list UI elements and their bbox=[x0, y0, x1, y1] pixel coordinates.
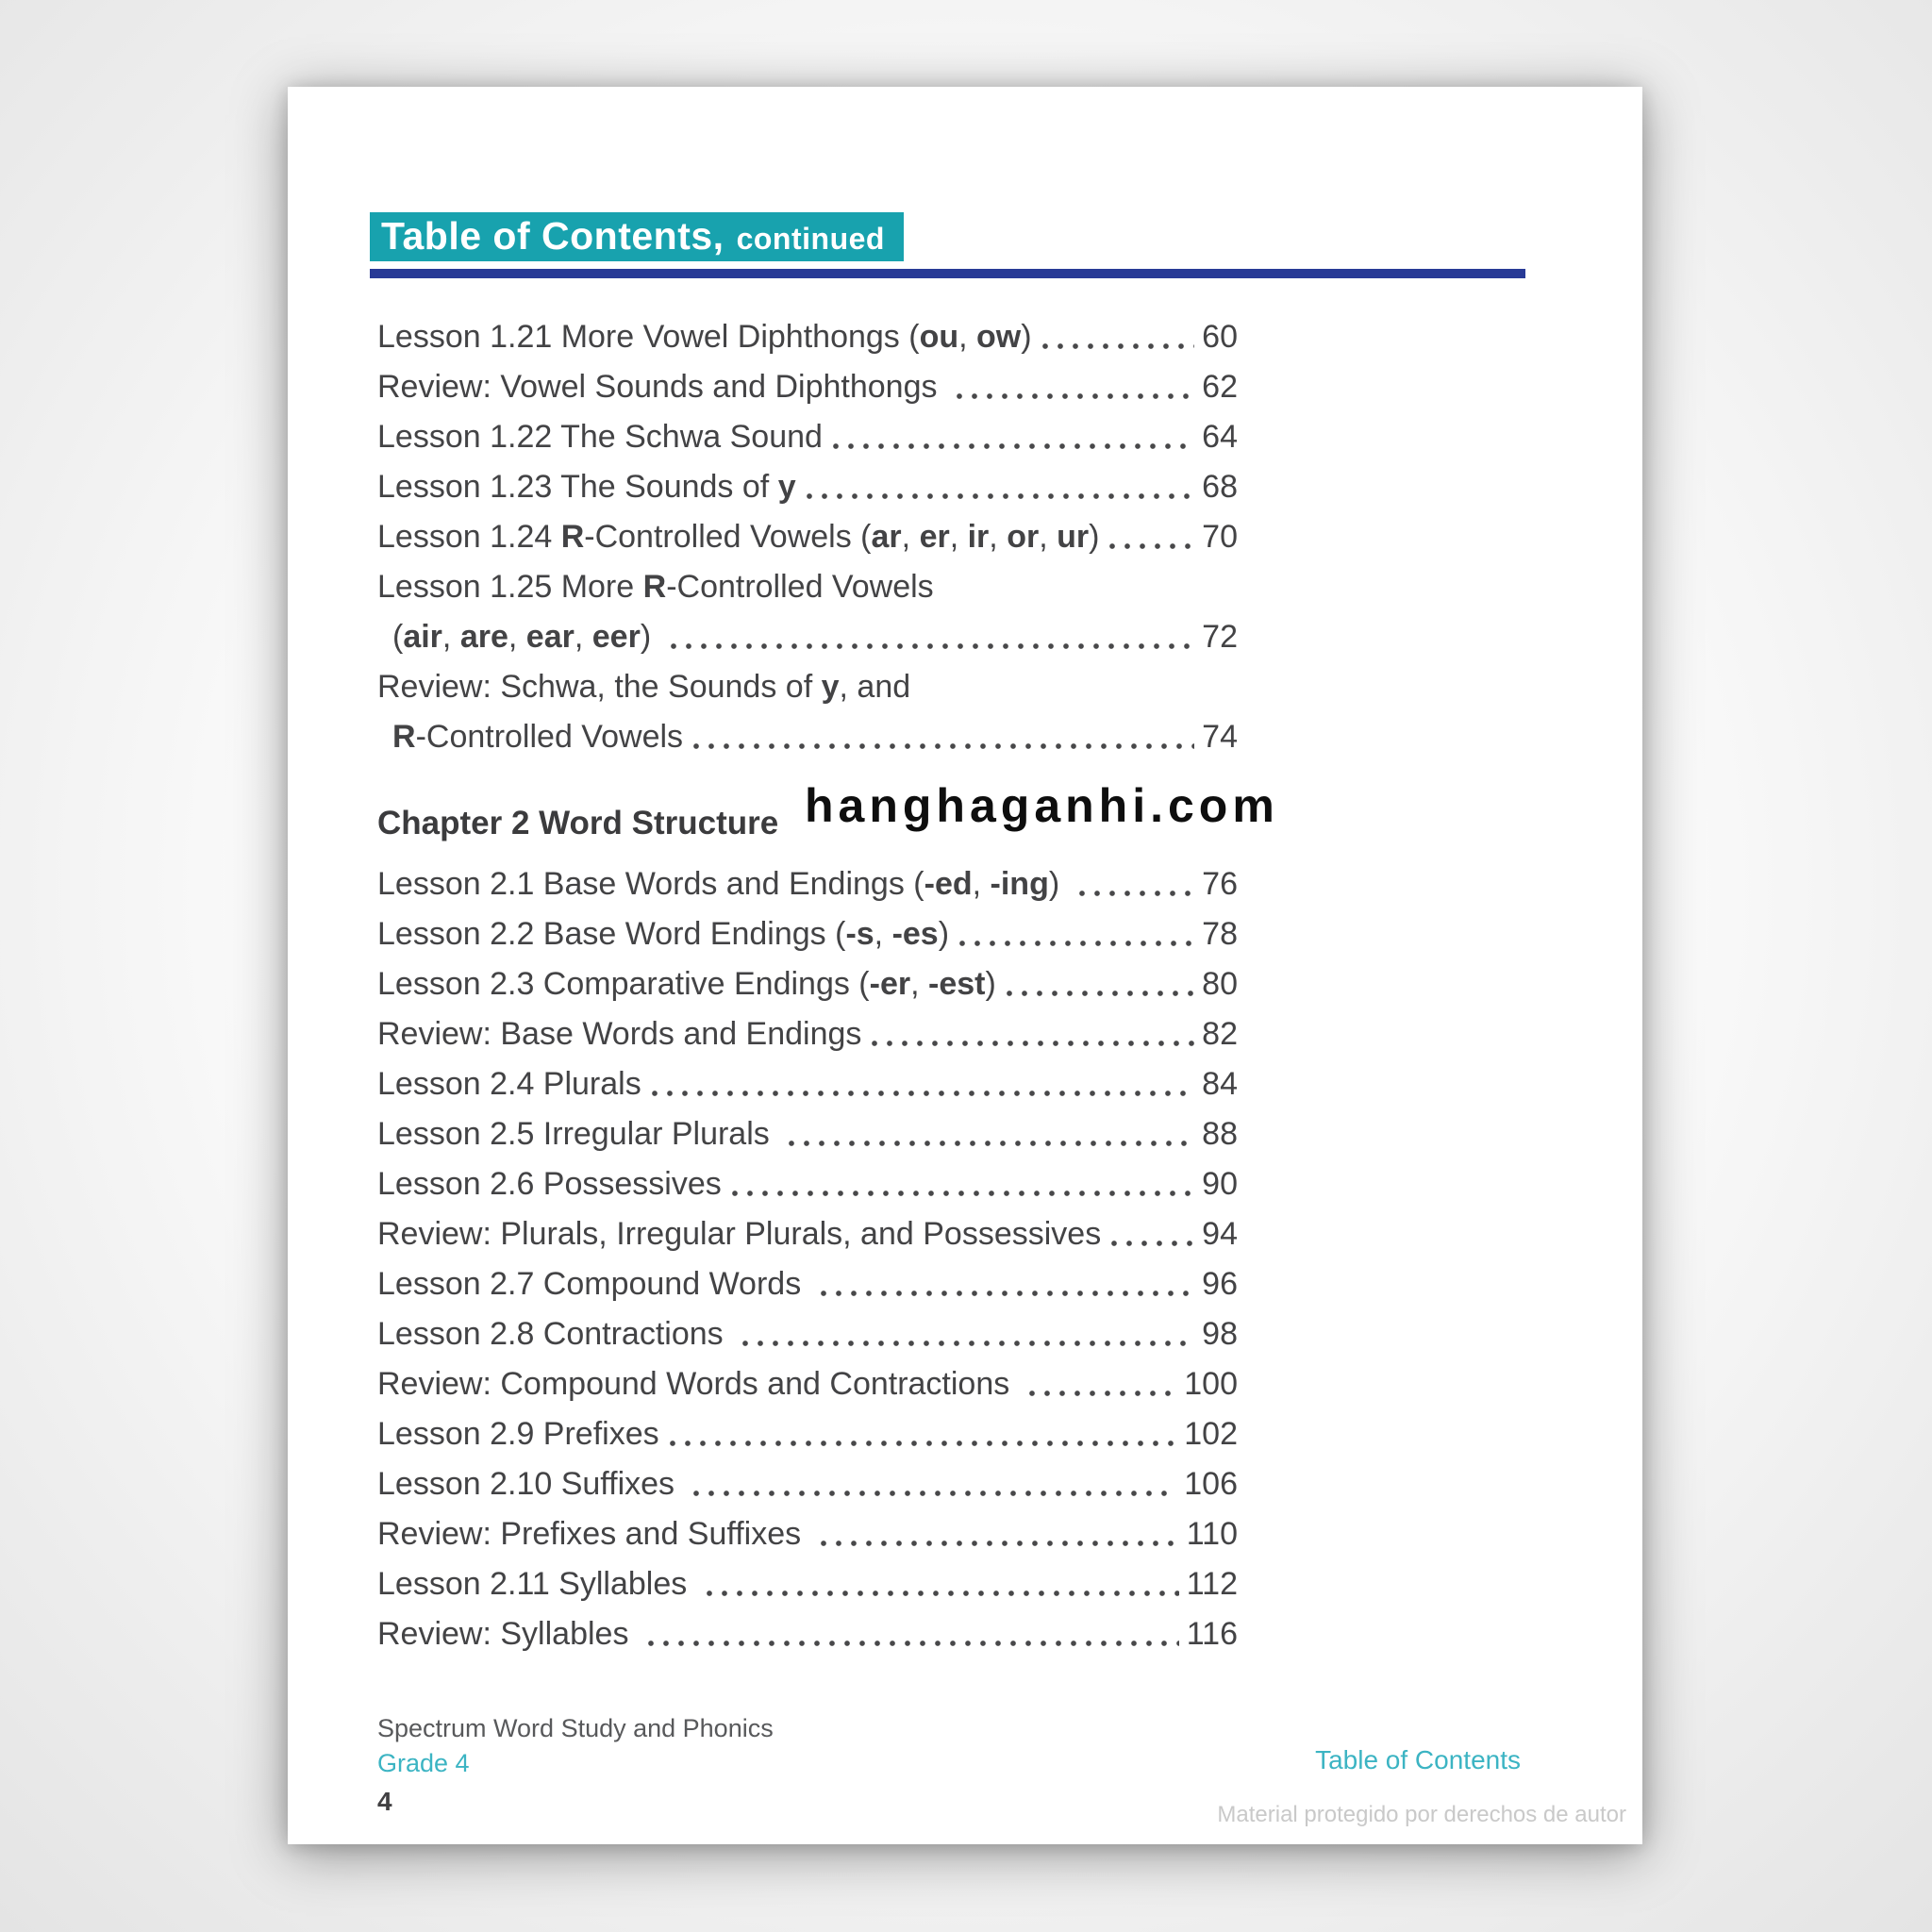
toc-entry-page: 60 bbox=[1202, 319, 1238, 355]
toc-entry-page: 98 bbox=[1202, 1316, 1238, 1352]
toc-entry bbox=[377, 1107, 1238, 1157]
toc-entry-page: 68 bbox=[1202, 469, 1238, 505]
toc-entry-text: Lesson 2.11 Syllables bbox=[377, 1566, 696, 1602]
dot-leader bbox=[647, 1640, 1179, 1647]
dot-leader bbox=[820, 1290, 1195, 1297]
toc-entry-text: Lesson 2.4 Plurals bbox=[377, 1066, 641, 1102]
toc-entry-page: 84 bbox=[1202, 1066, 1238, 1102]
toc-entry bbox=[377, 1307, 1238, 1357]
toc-header-continued: continued bbox=[736, 222, 885, 256]
toc-entry bbox=[377, 359, 1238, 409]
toc-entry-page: 106 bbox=[1184, 1466, 1238, 1502]
toc-entry bbox=[377, 1407, 1238, 1457]
toc-entry-page: 88 bbox=[1202, 1116, 1238, 1152]
dot-leader bbox=[956, 392, 1194, 400]
toc-entry-page: 90 bbox=[1202, 1166, 1238, 1202]
toc-entry bbox=[377, 1257, 1238, 1307]
toc-entry-text: Review: Syllables bbox=[377, 1616, 638, 1652]
book-page bbox=[288, 87, 1642, 1844]
toc-entry-text: Lesson 2.9 Prefixes bbox=[377, 1416, 659, 1452]
toc-entry-text: Lesson 2.10 Suffixes bbox=[377, 1466, 684, 1502]
toc-entry-text: Lesson 2.6 Possessives bbox=[377, 1166, 722, 1202]
toc-header-banner bbox=[370, 212, 904, 261]
toc-entry-text: Lesson 2.3 Comparative Endings (-er, -est) bbox=[377, 966, 996, 1002]
toc-entry bbox=[377, 857, 1238, 907]
toc-entry-page: 102 bbox=[1184, 1416, 1238, 1452]
toc-entry-page: 110 bbox=[1186, 1516, 1238, 1552]
dot-leader bbox=[1041, 342, 1195, 350]
dot-leader bbox=[788, 1140, 1194, 1147]
copyright-notice: Material protegido por derechos de autor bbox=[1217, 1802, 1626, 1827]
toc-entry-page: 116 bbox=[1186, 1616, 1238, 1652]
toc-entry bbox=[377, 459, 1238, 509]
dot-leader bbox=[669, 1440, 1177, 1447]
toc-entry-text: Lesson 2.2 Base Word Endings (-s, -es) bbox=[377, 916, 950, 952]
toc-entry-text: Review: Plurals, Irregular Plurals, and Possessives bbox=[377, 1216, 1102, 1252]
dot-leader bbox=[820, 1540, 1179, 1547]
toc-entry-page: 64 bbox=[1202, 419, 1238, 455]
toc-entry bbox=[377, 559, 1238, 609]
toc-entry-page: 78 bbox=[1202, 916, 1238, 952]
footer-series-title: Spectrum Word Study and Phonics bbox=[377, 1714, 774, 1742]
toc-entry-page: 72 bbox=[1202, 619, 1238, 655]
footer-section-label: Table of Contents bbox=[1315, 1745, 1521, 1774]
toc-entry-page: 112 bbox=[1186, 1566, 1238, 1602]
toc-entry bbox=[377, 1157, 1238, 1207]
toc-entry bbox=[377, 1007, 1238, 1057]
toc-entry-text: Lesson 2.5 Irregular Plurals bbox=[377, 1116, 779, 1152]
dot-leader bbox=[670, 642, 1195, 650]
toc-entry-page: 70 bbox=[1202, 519, 1238, 555]
dot-leader bbox=[731, 1190, 1194, 1197]
watermark-text: hanghaganhi.com bbox=[805, 779, 1279, 832]
dot-leader bbox=[1028, 1390, 1177, 1397]
toc-entry bbox=[377, 609, 1238, 659]
toc-entry-text: Review: Base Words and Endings bbox=[377, 1016, 862, 1052]
toc-entry-text: R-Controlled Vowels bbox=[392, 719, 684, 755]
toc-entry bbox=[377, 1057, 1238, 1107]
dot-leader bbox=[1078, 890, 1195, 897]
toc-entry bbox=[377, 509, 1238, 559]
dot-leader bbox=[832, 442, 1194, 450]
toc-entry-text: Lesson 1.21 More Vowel Diphthongs (ou, ow) bbox=[377, 319, 1032, 355]
dot-leader bbox=[806, 492, 1195, 500]
toc-entry bbox=[377, 309, 1238, 359]
toc-entry bbox=[377, 1207, 1238, 1257]
toc-entry-text: Lesson 1.23 The Sounds of y bbox=[377, 469, 796, 505]
footer-grade-label: Grade 4 bbox=[377, 1749, 470, 1777]
toc-entry bbox=[377, 957, 1238, 1007]
toc-entry-text: Lesson 1.22 The Schwa Sound bbox=[377, 419, 823, 455]
footer-page-number: 4 bbox=[377, 1787, 392, 1816]
toc-entry bbox=[377, 1457, 1238, 1507]
toc-entry bbox=[377, 709, 1238, 759]
dot-leader bbox=[692, 1490, 1176, 1497]
toc-entry-page: 94 bbox=[1202, 1216, 1238, 1252]
toc-entry-page: 82 bbox=[1202, 1016, 1238, 1052]
dot-leader bbox=[958, 940, 1194, 947]
dot-leader bbox=[651, 1090, 1194, 1097]
dot-leader bbox=[1006, 990, 1194, 997]
toc-entry bbox=[377, 659, 1238, 709]
header-divider-rule bbox=[370, 269, 1525, 278]
toc-entry-page: 74 bbox=[1202, 719, 1238, 755]
toc-entry-text: Lesson 1.24 R-Controlled Vowels (ar, er, ir, or, ur) bbox=[377, 519, 1100, 555]
toc-entry bbox=[377, 409, 1238, 459]
toc-entry-text: Lesson 2.7 Compound Words bbox=[377, 1266, 810, 1302]
toc-header-title: Table of Contents, bbox=[381, 214, 724, 258]
toc-entry bbox=[377, 1507, 1238, 1557]
dot-leader bbox=[871, 1040, 1194, 1047]
dot-leader bbox=[692, 742, 1194, 750]
toc-entry-text: (air, are, ear, eer) bbox=[392, 619, 660, 655]
toc-entry bbox=[377, 1557, 1238, 1607]
toc-entry-text: Review: Compound Words and Contractions bbox=[377, 1366, 1019, 1402]
toc-entry-text: Lesson 2.8 Contractions bbox=[377, 1316, 733, 1352]
toc-entry-text: Lesson 1.25 More R-Controlled Vowels bbox=[377, 569, 934, 605]
toc-entry-text: Review: Vowel Sounds and Diphthongs bbox=[377, 369, 946, 405]
toc-entry-text: Lesson 2.1 Base Words and Endings (-ed, -ing) bbox=[377, 866, 1069, 902]
dot-leader bbox=[741, 1340, 1194, 1347]
toc-entry bbox=[377, 907, 1238, 957]
chapter-heading: Chapter 2 Word Structure bbox=[377, 805, 779, 841]
toc bbox=[377, 309, 1238, 1657]
toc-entry-page: 96 bbox=[1202, 1266, 1238, 1302]
dot-leader bbox=[1108, 542, 1194, 550]
toc-entry-page: 62 bbox=[1202, 369, 1238, 405]
dot-leader bbox=[1110, 1240, 1194, 1247]
toc-entry-page: 100 bbox=[1184, 1366, 1238, 1402]
toc-entry-page: 76 bbox=[1202, 866, 1238, 902]
toc-entry bbox=[377, 1357, 1238, 1407]
toc-entry-text: Review: Schwa, the Sounds of y, and bbox=[377, 669, 911, 705]
dot-leader bbox=[706, 1590, 1179, 1597]
toc-entry bbox=[377, 1607, 1238, 1657]
toc-entry-text: Review: Prefixes and Suffixes bbox=[377, 1516, 810, 1552]
toc-entry-page: 80 bbox=[1202, 966, 1238, 1002]
